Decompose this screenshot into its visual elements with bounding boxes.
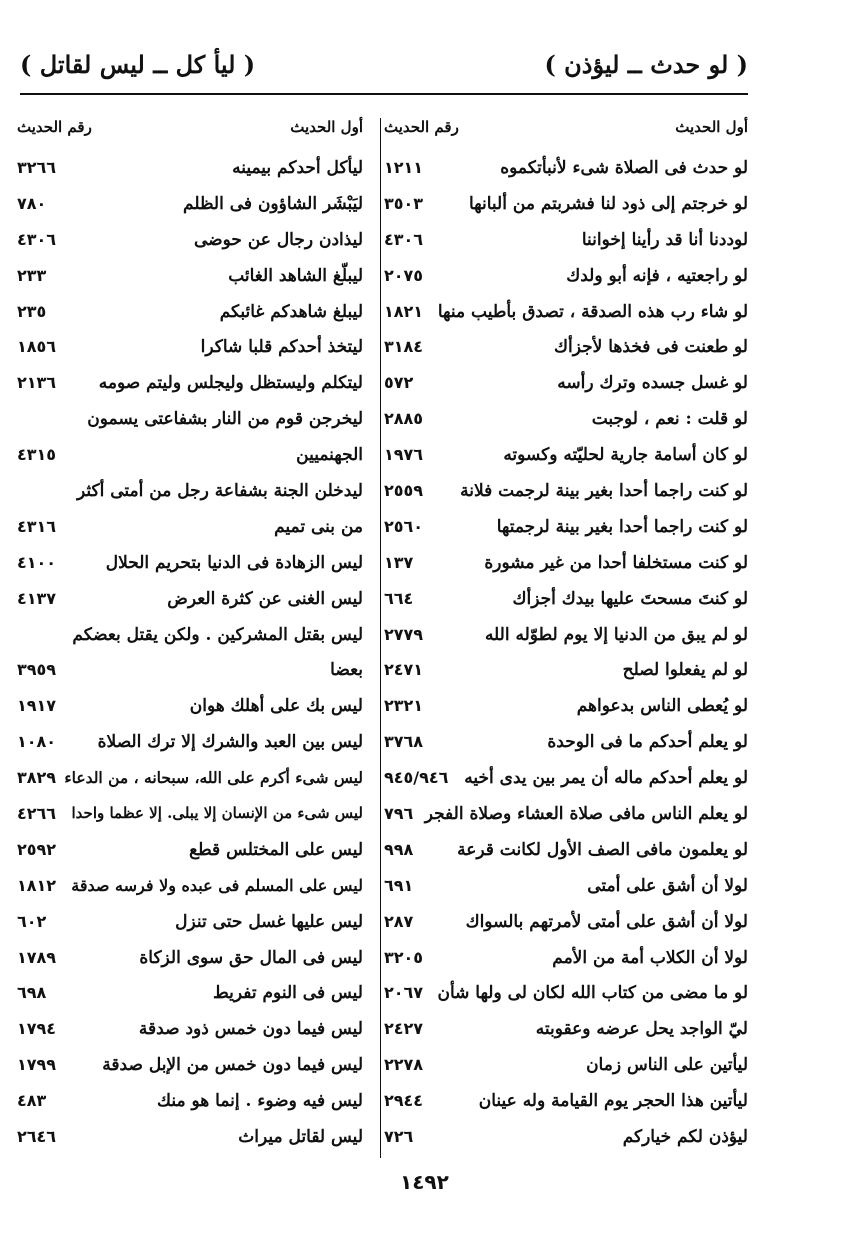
hadith-opening: ليس بك على أهلك هوان — [189, 696, 363, 717]
hadith-opening: لو غسل جسده وترك رأسه — [557, 373, 748, 394]
hadith-opening: بعضا — [330, 660, 363, 681]
header-hadith-number: رقم الحديث — [17, 118, 92, 136]
index-entry — [382, 834, 748, 870]
hadith-number: ١٣٧ — [384, 552, 414, 572]
index-entry — [15, 834, 363, 870]
hadith-opening: لو كان أسامة جارية لحليّته وكسوته — [503, 445, 748, 466]
hadith-opening: ليأتين على الناس زمان — [586, 1055, 748, 1076]
hadith-opening: لو يعلمون مافى الصف الأول لكانت قرعة — [457, 839, 748, 860]
hadith-number: ٢٢٧٨ — [384, 1055, 424, 1075]
hadith-opening: ليس شىء أكرم على الله، سبحانه ، من الدعاء — [64, 768, 363, 788]
hadith-number: ٢٤٢٧ — [384, 1019, 424, 1039]
hadith-number: ٣٧٦٨ — [384, 732, 424, 752]
hadith-opening: لو كنت راجما أحدا بغير بينة لرجمتها — [496, 516, 748, 537]
hadith-opening: ليس شىء من الإنسان إلا يبلى. إلا عظما واحدا — [71, 804, 363, 823]
hadith-opening: لو لم يفعلوا لصلح — [622, 660, 748, 681]
hadith-number: ١٩٧٦ — [384, 445, 424, 465]
hadith-opening: لو حدث فى الصلاة شىء لأنبأتكموه — [500, 158, 748, 178]
index-entry — [15, 906, 363, 942]
hadith-number: ٤٣١٥ — [17, 445, 57, 465]
hadith-number: ٢٥٥٩ — [384, 481, 424, 501]
header-first-words: أول الحديث — [290, 118, 363, 136]
hadith-opening: من بنى تميم — [274, 516, 363, 537]
hadith-opening: ليس بقتل المشركين . ولكن يقتل بعضكم — [72, 624, 363, 645]
index-entry — [382, 762, 748, 798]
hadith-number: ١٧٨٩ — [17, 947, 57, 967]
hadith-number: ١٧٩٩ — [17, 1055, 57, 1075]
index-entry — [382, 1085, 748, 1121]
hadith-number: ٢١٣٦ — [17, 373, 57, 393]
hadith-number: ١٨٢١ — [384, 301, 424, 321]
hadith-number: ٢٤٧١ — [384, 660, 424, 680]
hadith-number: ١٩١٧ — [17, 696, 57, 716]
hadith-opening: ليس فيما دون خمس من الإبل صدقة — [102, 1055, 363, 1076]
index-entry — [15, 798, 363, 834]
index-entry — [382, 511, 748, 547]
hadith-number: ٩٤٥/٩٤٦ — [384, 768, 449, 788]
hadith-opening: ليؤذن لكم خياركم — [622, 1127, 748, 1148]
index-entry — [382, 619, 748, 655]
hadith-number: ٣٩٥٩ — [17, 660, 57, 680]
index-entry — [15, 475, 363, 511]
hadith-number: ٧٨٠ — [17, 193, 47, 213]
index-entry — [382, 296, 748, 332]
hadith-opening: الجهنميين — [296, 445, 363, 466]
index-entry — [382, 439, 748, 475]
index-entry — [382, 798, 748, 834]
hadith-number: ٤٣١٦ — [17, 516, 57, 536]
index-entry — [382, 403, 748, 439]
hadith-number: ٢٩٤٤ — [384, 1091, 424, 1111]
hadith-opening: ليّ الواجد يحل عرضه وعقوبته — [535, 1019, 748, 1040]
hadith-number: ٤٨٣ — [17, 1091, 47, 1111]
hadith-opening: ليس فى المال حق سوى الزكاة — [139, 947, 363, 968]
index-entry — [15, 726, 363, 762]
index-entry — [15, 619, 363, 655]
hadith-opening: لو لم يبق من الدنيا إلا يوم لطوّله الله — [484, 624, 748, 645]
hadith-opening: لولا أن أشق على أمتى لأمرتهم بالسواك — [465, 911, 748, 932]
hadith-number: ٧٩٦ — [384, 804, 414, 824]
hadith-opening: ليس الغنى عن كثرة العرض — [167, 588, 363, 609]
hadith-number: ٣٥٠٣ — [384, 193, 424, 213]
hadith-number: ٣٢٠٥ — [384, 947, 424, 967]
hadith-number: ٩٩٨ — [384, 839, 414, 859]
header-hadith-number: رقم الحديث — [384, 118, 459, 136]
index-entry — [15, 331, 363, 367]
hadith-number: ٧٢٦ — [384, 1127, 414, 1147]
hadith-number: ٢٦٤٦ — [17, 1127, 57, 1147]
index-entry — [15, 547, 363, 583]
hadith-opening: لوددنا أنا قد رأينا إخواننا — [581, 229, 748, 250]
index-entry — [15, 1121, 363, 1157]
hadith-number: ٢٣٣ — [17, 265, 47, 285]
hadith-opening: لو طعنت فى فخذها لأجزأك — [554, 337, 748, 358]
hadith-opening: ليخرجن قوم من النار بشفاعتى يسمون — [87, 409, 363, 430]
hadith-opening: ليتخذ أحدكم قلبا شاكرا — [200, 337, 363, 358]
hadith-number: ٢٠٧٥ — [384, 265, 424, 285]
column-header — [15, 112, 363, 152]
hadith-number: ١٧٩٤ — [17, 1019, 57, 1039]
index-entry — [15, 583, 363, 619]
index-entry — [15, 1049, 363, 1085]
index-entry — [382, 331, 748, 367]
hadith-opening: ليبلغ شاهدكم غائبكم — [219, 301, 363, 322]
hadith-number: ٦٩٨ — [17, 983, 47, 1003]
hadith-opening: ليدخلن الجنة بشفاعة رجل من أمتى أكثر — [77, 481, 363, 502]
hadith-number: ٥٧٢ — [384, 373, 414, 393]
hadith-number: ١٠٨٠ — [17, 732, 57, 752]
hadith-opening: ليس على المختلس قطع — [189, 839, 363, 860]
index-entry — [15, 152, 363, 188]
hadith-number: ١٨٥٦ — [17, 337, 57, 357]
hadith-number: ٣١٨٤ — [384, 337, 424, 357]
hadith-number: ١٨١٢ — [17, 875, 57, 895]
index-entry — [15, 403, 363, 439]
hadith-opening: لو يعلم أحدكم ما فى الوحدة — [547, 732, 748, 753]
index-entry — [382, 906, 748, 942]
hadith-opening: ليس على المسلم فى عبده ولا فرسه صدقة — [71, 875, 363, 895]
hadith-opening: ليَبْشَر الشاؤون فى الظلم — [183, 193, 363, 214]
hadith-number: ٢٥٦٠ — [384, 516, 424, 536]
hadith-opening: ليذادن رجال عن حوضى — [194, 229, 363, 250]
hadith-opening: ليس بين العبد والشرك إلا ترك الصلاة — [97, 732, 363, 753]
hadith-opening: ليأكل أحدكم بيمينه — [232, 158, 363, 178]
hadith-number: ٢٨٨٥ — [384, 409, 424, 429]
hadith-number: ٤٣٠٦ — [17, 229, 57, 249]
running-head-left: ( ليأ كل ــ ليس لقاتل ) — [20, 50, 256, 79]
hadith-number: ٤٢٦٦ — [17, 804, 57, 824]
hadith-number: ٢٣٢١ — [384, 696, 424, 716]
index-entry — [15, 188, 363, 224]
hadith-opening: ليس لقاتل ميراث — [238, 1127, 363, 1148]
hadith-opening: ليس فيه وضوء . إنما هو منك — [157, 1091, 363, 1112]
hadith-opening: لو شاء رب هذه الصدقة ، تصدق بأطيب منها — [437, 301, 748, 322]
running-head-right: ( لو حدث ــ ليؤذن ) — [544, 50, 748, 79]
hadith-number: ٤١٠٠ — [17, 552, 57, 572]
index-entry — [382, 1013, 748, 1049]
hadith-opening: لو راجعتيه ، فإنه أبو ولدك — [566, 265, 748, 286]
index-entry — [15, 439, 363, 475]
index-entry — [15, 260, 363, 296]
hadith-opening: لو يعلم الناس مافى صلاة العشاء وصلاة الفجر — [424, 804, 748, 825]
hadith-opening: لولا أن الكلاب أمة من الأمم — [552, 947, 748, 968]
hadith-opening: ليأتين هذا الحجر يوم القيامة وله عينان — [478, 1091, 748, 1112]
hadith-opening: لو يعلم أحدكم ماله أن يمر بين يدى أخيه — [464, 768, 748, 789]
hadith-opening: لو خرجتم إلى ذود لنا فشربتم من ألبانها — [469, 193, 748, 214]
index-entry — [382, 977, 748, 1013]
index-entry — [382, 654, 748, 690]
index-entry — [382, 547, 748, 583]
hadith-opening: لو يُعطى الناس بدعواهم — [576, 696, 748, 717]
index-entry — [15, 654, 363, 690]
page-number: ١٤٩٢ — [400, 1170, 449, 1194]
index-entry — [15, 1013, 363, 1049]
column-header — [382, 112, 748, 152]
hadith-opening: لو قلت : نعم ، لوجبت — [591, 409, 748, 430]
index-entry — [382, 224, 748, 260]
index-entry — [382, 260, 748, 296]
left-column — [15, 112, 363, 1157]
index-entry — [15, 870, 363, 906]
index-entry — [15, 367, 363, 403]
hadith-opening: لو كنت راجما أحدا بغير بينة لرجمت فلانة — [460, 481, 748, 502]
hadith-opening: لو ما مضى من كتاب الله لكان لى ولها شأن — [437, 983, 748, 1004]
hadith-number: ٣٨٢٩ — [17, 768, 57, 788]
index-entry — [15, 224, 363, 260]
index-entry — [15, 762, 363, 798]
running-head — [20, 50, 748, 90]
index-entry — [382, 188, 748, 224]
hadith-number: ٢٣٥ — [17, 301, 47, 321]
index-entry — [15, 296, 363, 332]
header-first-words: أول الحديث — [675, 118, 748, 136]
hadith-number: ١٢١١ — [384, 158, 424, 177]
column-divider — [380, 118, 381, 1158]
hadith-number: ٢٥٩٢ — [17, 839, 57, 859]
header-rule — [20, 93, 748, 95]
hadith-number: ٦٠٢ — [17, 911, 47, 931]
hadith-number: ٢٠٦٧ — [384, 983, 424, 1003]
hadith-opening: لولا أن أشق على أمتى — [587, 875, 748, 896]
hadith-number: ٢٧٧٩ — [384, 624, 424, 644]
index-entry — [382, 726, 748, 762]
index-entry — [382, 1121, 748, 1157]
hadith-number: ٦٦٤ — [384, 588, 414, 608]
hadith-opening: ليس فيما دون خمس ذود صدقة — [138, 1019, 363, 1040]
hadith-opening: ليس الزهادة فى الدنيا بتحريم الحلال — [105, 552, 363, 573]
index-entry — [382, 475, 748, 511]
hadith-opening: لو كنت مستخلفا أحدا من غير مشورة — [484, 552, 748, 573]
index-entry — [382, 690, 748, 726]
hadith-opening: ليس عليها غسل حتى تنزل — [175, 911, 363, 932]
right-column — [382, 112, 748, 1157]
hadith-number: ٢٨٧ — [384, 911, 414, 931]
index-entry — [382, 870, 748, 906]
hadith-opening: ليس فى النوم تفريط — [213, 983, 363, 1004]
index-entry — [382, 1049, 748, 1085]
hadith-opening: ليتكلم وليستظل وليجلس وليتم صومه — [98, 373, 363, 394]
hadith-opening: لو كنتَ مسحتَ عليها بيدك أجزأك — [512, 588, 748, 609]
index-entry — [15, 690, 363, 726]
index-entry — [382, 152, 748, 188]
index-entry — [382, 367, 748, 403]
hadith-number: ٦٩١ — [384, 875, 414, 895]
index-entry — [15, 942, 363, 978]
hadith-number: ٤٣٠٦ — [384, 229, 424, 249]
hadith-number: ٤١٣٧ — [17, 588, 57, 608]
index-entry — [15, 1085, 363, 1121]
index-entry — [15, 511, 363, 547]
index-entry — [15, 977, 363, 1013]
index-entry — [382, 583, 748, 619]
hadith-opening: ليبلّغ الشاهد الغائب — [228, 265, 363, 286]
index-entry — [382, 942, 748, 978]
hadith-number: ٣٢٦٦ — [17, 158, 57, 177]
